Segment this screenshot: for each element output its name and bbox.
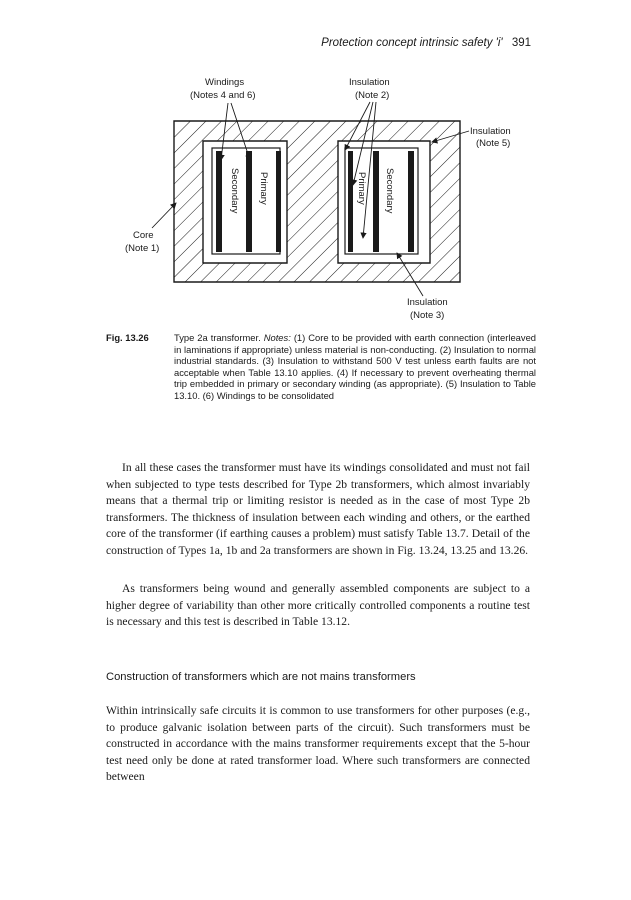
left-window [212,148,281,254]
insulation-note2-label: Insulation [349,77,390,88]
windings-note: (Notes 4 and 6) [190,90,256,101]
insulation-note3-note: (Note 3) [410,310,445,321]
right-primary-label: Primary [356,172,367,205]
left-primary-bar [276,151,281,252]
right-insulation-box [345,148,418,254]
core-note: (Note 1) [125,243,160,254]
paragraph-1 [106,460,530,560]
insulation-note2-note: (Note 2) [355,90,390,101]
paragraph-3 [106,703,530,786]
paragraph-text: In all these cases the transformer must have its windings consolidated and must not fail when subjected to type tests described for Type 2b transformers, which almost invariably means that a thermal trip or limiting resistor is needed as in the case of most Type 2b transformers. The thickness of insulation between each winding and others, or the earthed core of the transformer (if earthing causes a problem) must satisfy Table 13.7. Detail of the construction of Types 1a, 1b and 2a transformers are shown in Fig. 13.24, 13.25 and 13.26. [106,461,530,557]
running-title: Protection concept intrinsic safety 'i' [321,37,503,49]
page-number: 391 [511,37,531,49]
right-secondary-label: Secondary [384,168,395,214]
windings-label: Windings [205,77,245,88]
left-secondary-bar-outer [216,151,222,252]
right-window [345,148,418,254]
section-heading: Construction of transformers which are not mains transformers [106,671,416,683]
paragraph-text: Within intrinsically safe circuits it is common to use transformers for other purposes (e.g., to produce galvanic isolation between parts of the circuit). Such transformers must be constructed in accordance with the mains transformer requirements except that the 5-hour test need only be done at rated transformer load. Where such transformers are connected between [106,704,530,784]
caption-notes-label: Notes: [263,332,291,343]
caption-text: (1) Core to be provided with earth connection (interleaved in laminations if appropriate) unless material is non-conducting. (2) Insulation to normal industrial standards. (3) Insulation to withstand 500 V test unless earth faults are not acceptable when Table 13.10 applies. (4) If necessary to prevent overheating thermal trip embedded in primary or secondary winding (as appropriate). (5) Insulation to Table 13.10. (6) Windings to be consolidated [174,332,536,401]
right-primary-bar [348,151,353,252]
right-secondary-bar-outer [408,151,414,252]
insulation-note3-label: Insulation [407,297,448,308]
insulation-note5-note: (Note 5) [476,138,511,149]
figure-number: Fig. 13.26 [106,332,149,343]
left-secondary-label: Secondary [229,168,240,214]
insulation-note5-label: Insulation [470,126,511,137]
caption-lead: Type 2a transformer. [174,332,261,343]
right-secondary-bar-inner [373,151,379,252]
core-label: Core [133,230,154,241]
transformer-diagram [0,0,631,330]
figure-caption [106,332,536,401]
left-secondary-bar-inner [246,151,252,252]
left-primary-label: Primary [258,172,269,205]
core-arrow [152,203,176,228]
paragraph-2 [106,581,530,631]
paragraph-text: As transformers being wound and generally assembled components are subject to a higher degree of variability than other more critically controlled components a routine test is necessary and this test is described in Table 13.12. [106,582,530,629]
